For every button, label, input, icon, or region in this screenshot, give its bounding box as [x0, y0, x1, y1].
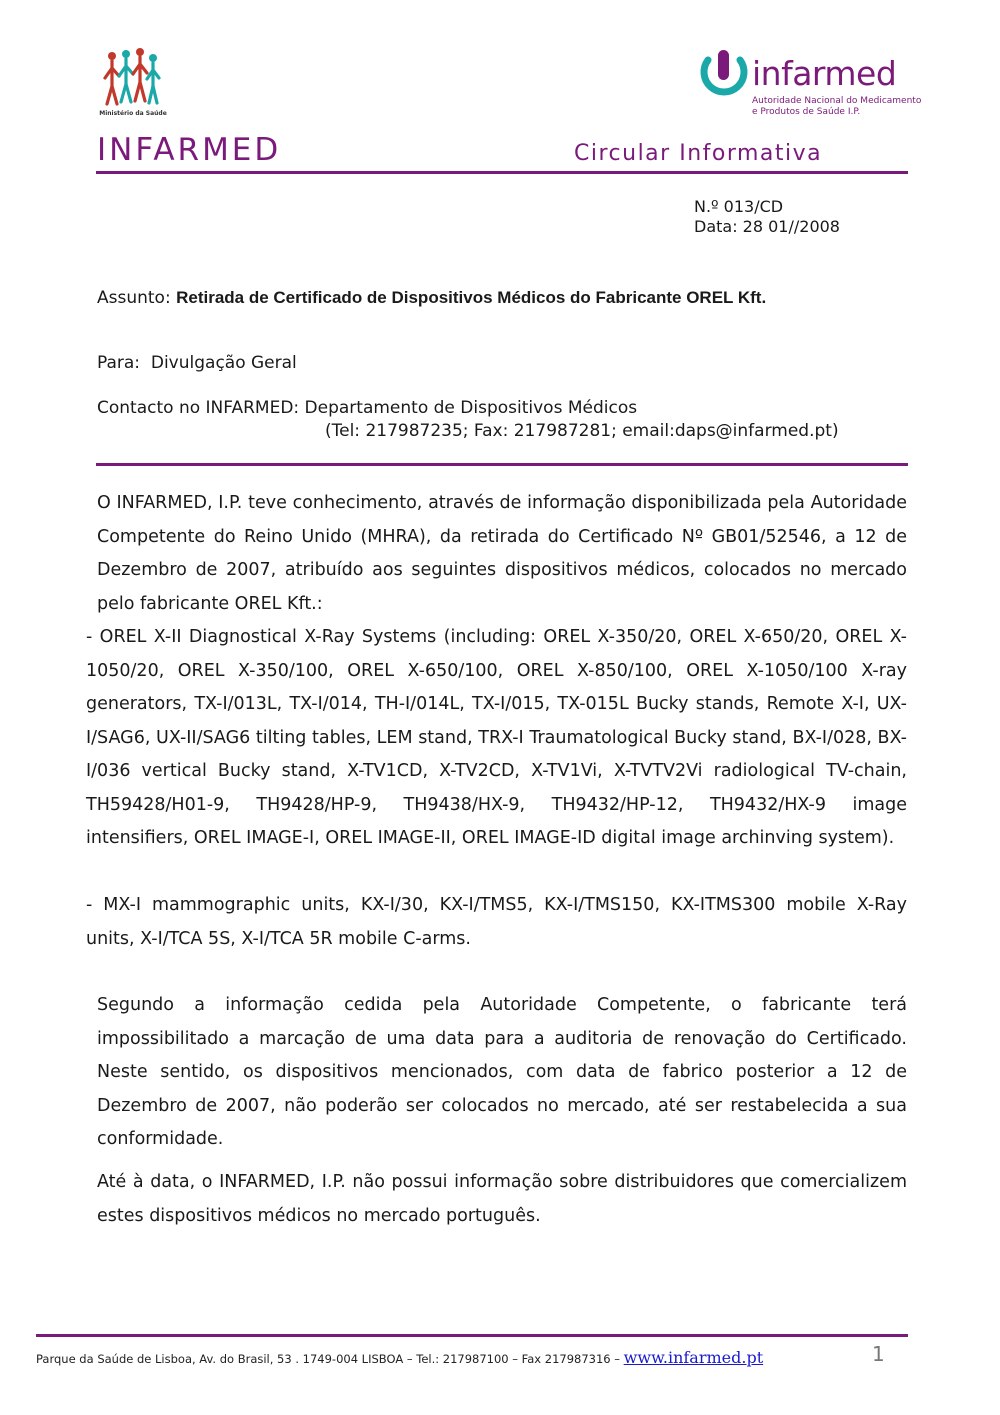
header-divider: [96, 171, 908, 174]
circular-date: Data: 28 01//2008: [694, 217, 840, 236]
infarmed-logo-icon: [698, 50, 750, 102]
circular-number: N.º 013/CD: [694, 197, 784, 216]
body-list-item-1: - OREL X-II Diagnostical X-Ray Systems (including: OREL X-350/20, OREL X-650/20, OREL X-1050/20, OREL X-350/100, OREL X-650/100, OREL X-850/100, OREL X-1050/100 X-ray generators, TX-I/013L, TX-I/014, TH-I/014L, TX-I/015, TX-015L Bucky stands, Remote X-I, UX-I/SAG6, UX-II/SAG6 tilting tables, LEM stand, TRX-I Traumatological Bucky stand, BX-I/028, BX-I/036 vertical Bucky stand, X-TV1CD, X-TV2CD, X-TV1Vi, X-TVTV2Vi radiological TV-chain, TH59428/H01-9, TH9428/HP-9, TH9438/HX-9, TH9432/HP-12, TH9432/HX-9 image intensifiers, OREL IMAGE-I, OREL IMAGE-II, OREL IMAGE-ID digital image archinving system).: [86, 627, 907, 848]
body-paragraph-1: O INFARMED, I.P. teve conhecimento, através de informação disponibilizada pela Autoridade Competente do Reino Unido (MHRA), da retirada do Certificado Nº GB01/52546, a 12 de Dezembro de 2007, atribuído aos seguintes dispositivos médicos, colocados no mercado pelo fabricante OREL Kft.:: [97, 493, 907, 614]
ministry-of-health-logo: [100, 46, 162, 118]
page-number: 1: [872, 1342, 885, 1366]
infarmed-logo-word: infarmed: [752, 54, 897, 93]
recipient-text: Divulgação Geral: [150, 353, 297, 373]
footer-address: Parque da Saúde de Lisboa, Av. do Brasil, 53 . 1749-004 LISBOA – Tel.: 217987100 – Fax 217987316 –: [36, 1352, 621, 1366]
contact-line-1: Contacto no INFARMED: Departamento de Dispositivos Médicos: [97, 398, 638, 418]
ministry-caption: Ministério da Saúde: [99, 110, 167, 117]
footer-website-link[interactable]: www.infarmed.pt: [623, 1348, 764, 1367]
infarmed-logo-subtitle-1: Autoridade Nacional do Medicamento: [752, 96, 922, 106]
footer-divider: [36, 1334, 908, 1337]
section-divider: [96, 463, 908, 466]
subject-text: Retirada de Certificado de Dispositivos Médicos do Fabricante OREL Kft.: [176, 288, 767, 307]
document-type: Circular Informativa: [574, 141, 823, 166]
body-paragraph-3: Até à data, o INFARMED, I.P. não possui informação sobre distribuidores que comercializem estes dispositivos médicos no mercado português.: [97, 1172, 907, 1226]
body-paragraph-2: Segundo a informação cedida pela Autoridade Competente, o fabricante terá impossibilitado a marcação de uma data para a auditoria de renovação do Certificado. Neste sentido, os dispositivos mencionados, com data de fabrico posterior a 12 de Dezembro de 2007, não poderão ser colocados no mercado, até ser restabelecida a sua conformidade.: [97, 995, 907, 1149]
body-list-item-2: - MX-I mammographic units, KX-I/30, KX-I/TMS5, KX-I/TMS150, KX-ITMS300 mobile X-Ray units, X-I/TCA 5S, X-I/TCA 5R mobile C-arms.: [86, 895, 907, 949]
contact-line-2: (Tel: 217987235; Fax: 217987281; email:daps@infarmed.pt): [325, 421, 839, 441]
footer-address-line: [36, 1348, 763, 1367]
subject-line: [97, 288, 766, 308]
infarmed-logo-subtitle-2: e Produtos de Saúde I.P.: [752, 107, 861, 117]
subject-label: Assunto:: [97, 288, 171, 308]
recipient-label: Para:: [97, 353, 141, 373]
recipient-line: [97, 353, 297, 373]
brand-title: INFARMED: [97, 132, 282, 168]
